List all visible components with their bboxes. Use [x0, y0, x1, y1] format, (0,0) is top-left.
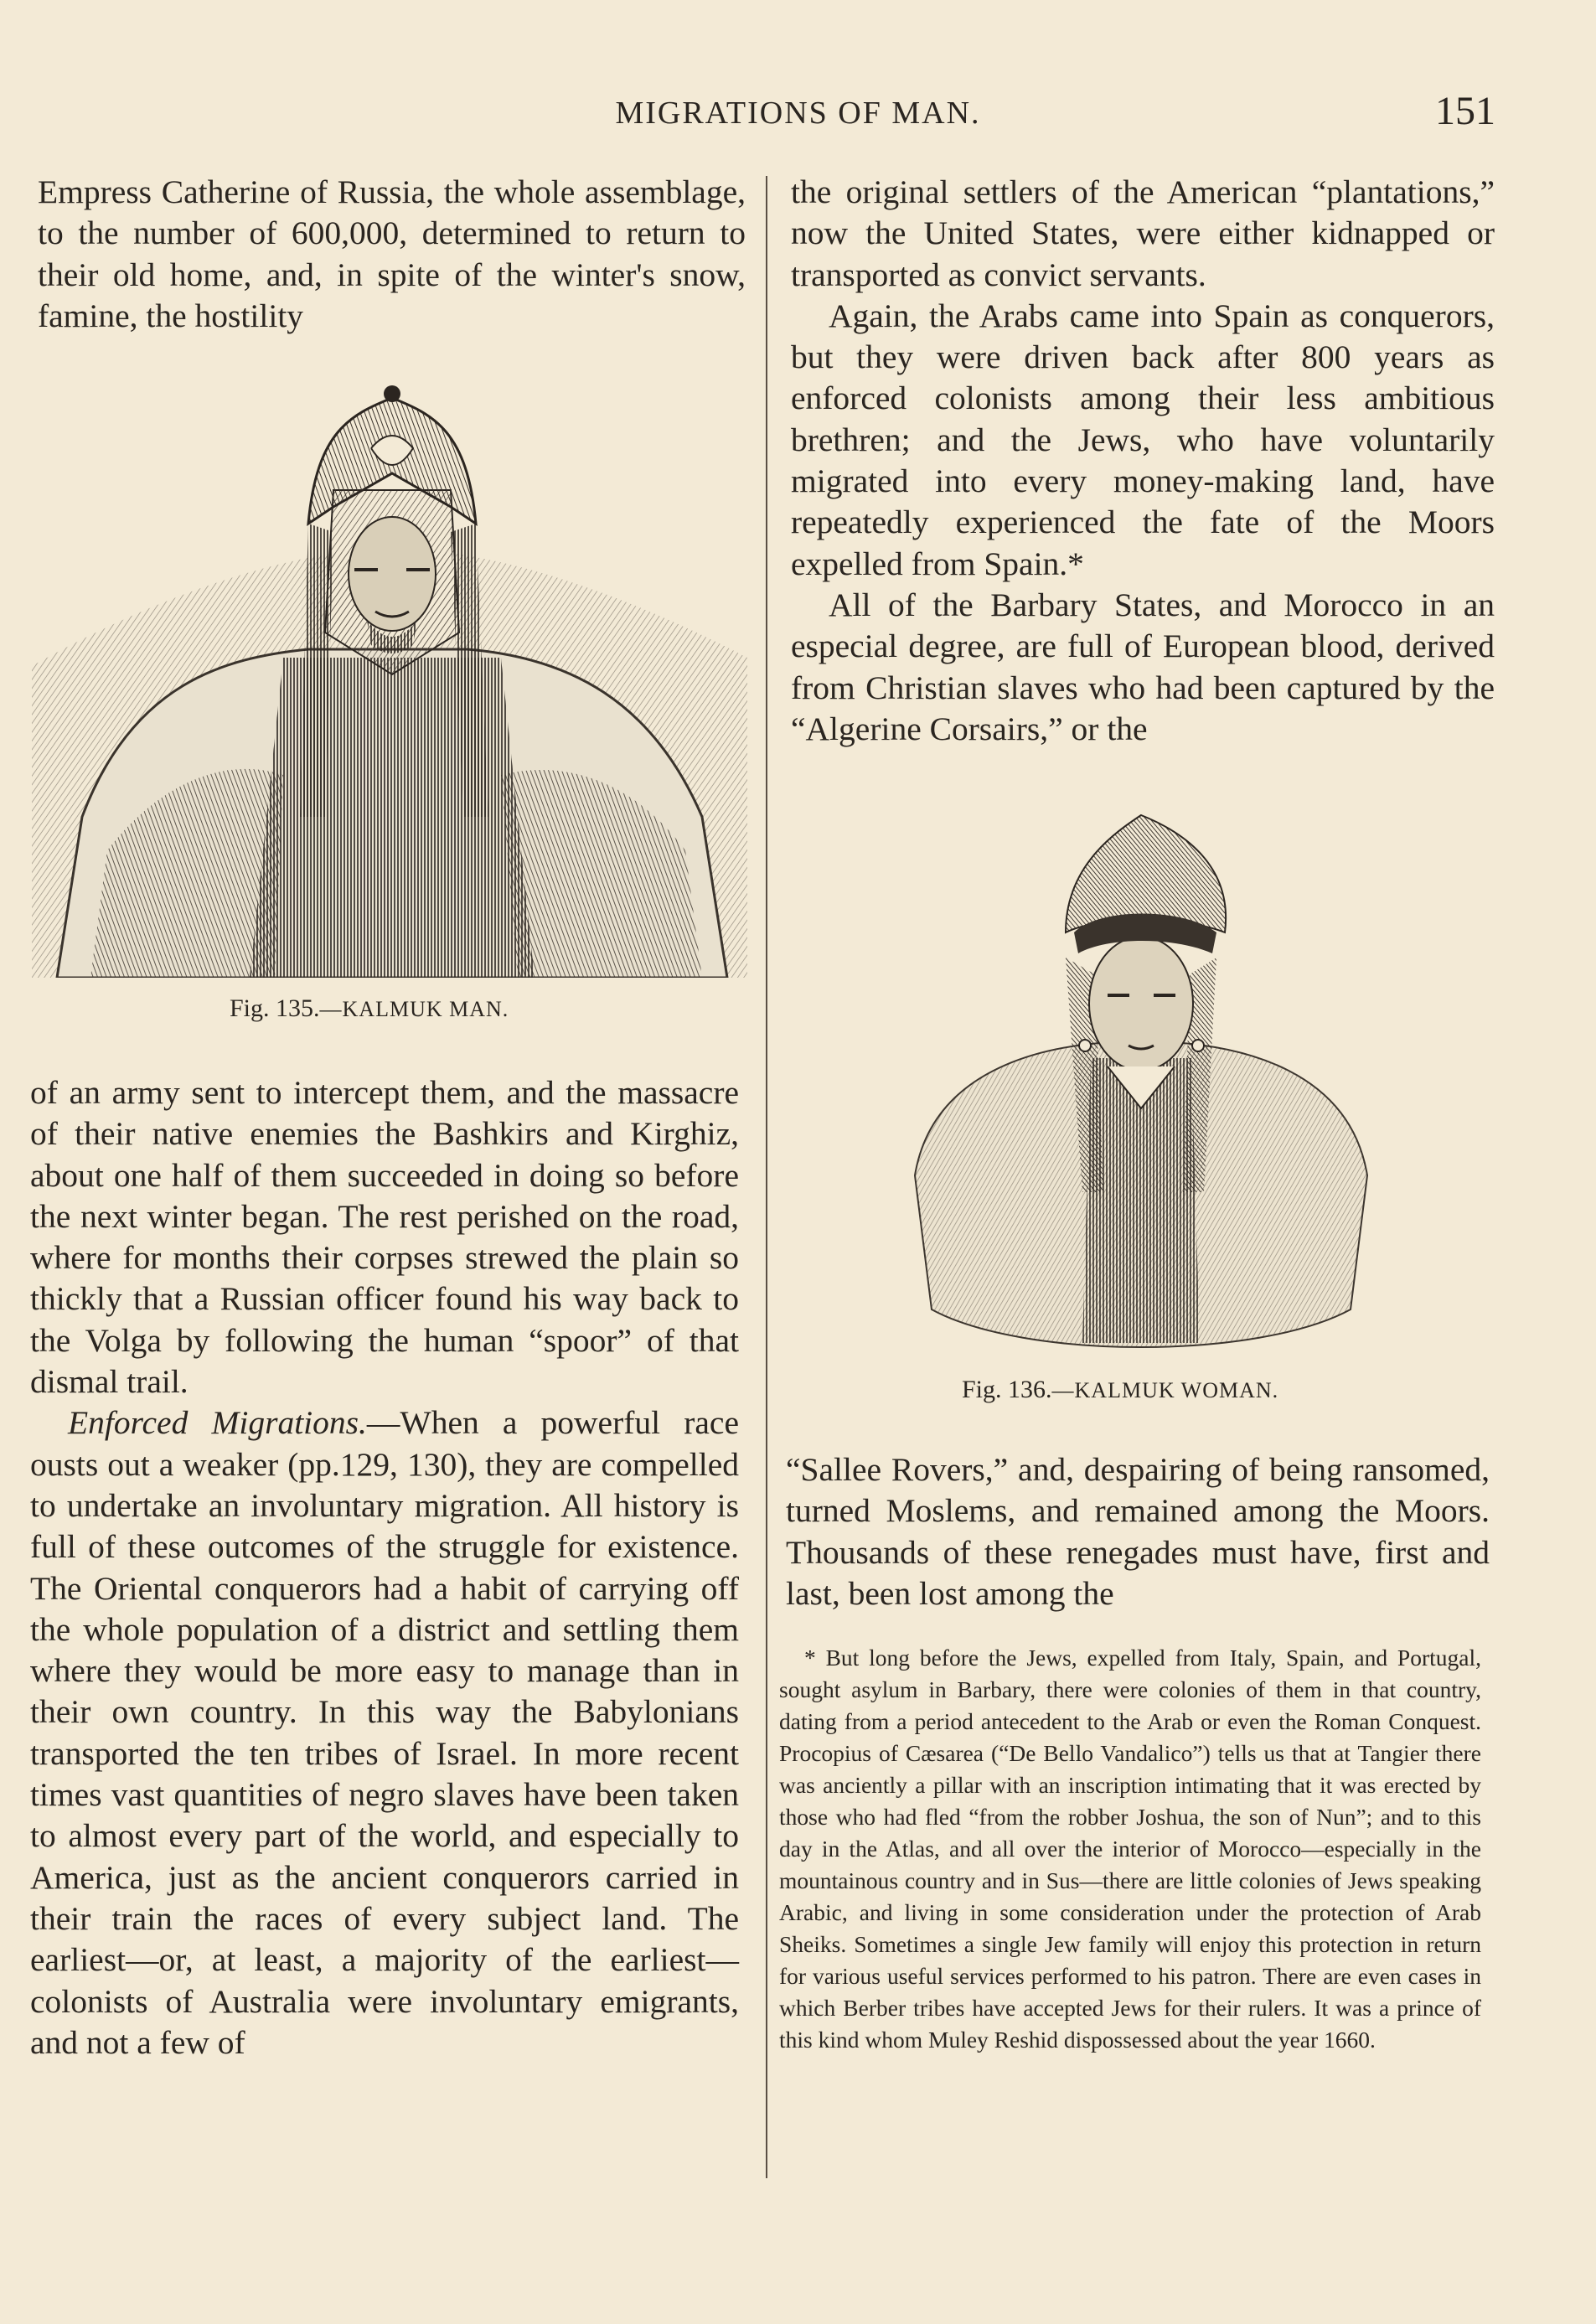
paragraph: Again, the Arabs came into Spain as conquerors, but they were driven back after 800 years as enforced colonists among their less ambitious brethren; and the Jews, who have voluntarily migrated into every money-making land, have repeatedly experienced the fate of the Moors expelled from Spain.*: [791, 297, 1495, 582]
figure-136-caption: [962, 1376, 1278, 1404]
kalmuk-woman-engraving: [881, 807, 1401, 1360]
figure-135-title: —KALMUK MAN.: [319, 997, 509, 1021]
column-divider: [766, 176, 767, 2178]
running-title: MIGRATIONS OF MAN.: [615, 96, 981, 131]
paragraph: All of the Barbary States, and Morocco in an especial degree, are full of European blood, derived from Christian slaves who had been captured by the “Algerine Corsairs,” or the: [791, 586, 1495, 747]
footnote: * But long before the Jews, expelled from Italy, Spain, and Portugal, sought asylum in Barbary, there were colonies of them in that country, dating from a period antecedent to the Arab or even the Roman Conquest. Procopius of Cæsarea (“De Bello Vandalico”) tells us that at Tangier there was anciently a pillar with an inscription intimating that it was erected by those who had fled “from the robber Joshua, the son of Nun”; and to this day in the Atlas, and all over the interior of Morocco—especially in the mountainous country and in Sus—there are little colonies of Jews speaking Arabic, and living in some consideration under the protection of Arab Sheiks. Sometimes a single Jew family will enjoy this protection in return for various useful services performed to his patron. There are even cases in which Berber tribes have accepted Jews for their rulers. It was a prince of this kind whom Muley Reshid dispossessed about the year 1660.: [779, 1645, 1481, 2053]
page-header: [0, 88, 1596, 138]
right-column-bottom: [786, 1449, 1490, 1614]
section-heading: Enforced Migrations.: [68, 1404, 367, 1442]
paragraph: of an army sent to intercept them, and the massacre of their native enemies the Bashkirs and Kirghiz, about one half of them succeeded in doing so before the next winter began. The rest perished on the road, where for months their corpses strewed the plain so thickly that a Russian officer found his way back to the Volga by following the human “spoor” of that dismal trail.: [30, 1074, 739, 1401]
paragraph: the original settlers of the American “plantations,” now the United States, were either kidnapped or transported as convict servants.: [791, 173, 1495, 293]
section-text: —When a powerful race ousts out a weaker (pp.129, 130), they are compelled to undertake an involuntary migration. All history is full of these outcomes of the struggle for existence. The Oriental conquerors had a habit of carrying off the whole population of a district and settling them where they would be more easy to manage than in their own country. In this way the Babylonians transported the ten tribes of Israel. In more recent times vast quantities of negro slaves have been taken to almost every part of the world, and especially to America, just as the ancient conquerors carried in their train the races of every subject land. The earliest—or, at least, a majority of the earliest—colonists of Australia were involuntary emigrants, and not a few of: [30, 1404, 739, 2061]
paragraph: Empress Catherine of Russia, the whole assemblage, to the number of 600,000, determined to return to their old home, and, in spite of the winter's snow, famine, the hostility: [38, 173, 746, 334]
figure-135-label: Fig. 135.: [230, 994, 320, 1022]
page-number: 151: [1435, 89, 1495, 133]
figure-136-label: Fig. 136.: [962, 1376, 1052, 1403]
figure-135-caption: [230, 994, 509, 1023]
paragraph: “Sallee Rovers,” and, despairing of being ransomed, turned Moslems, and remained among the Moors. Thousands of these renegades must have, first and last, been lost among the: [786, 1451, 1490, 1612]
figure-136-title: —KALMUK WOMAN.: [1051, 1378, 1279, 1402]
right-column-top: [791, 172, 1495, 750]
kalmuk-man-engraving: [32, 381, 747, 978]
left-column-bottom: [30, 1072, 739, 2063]
left-column-top: [38, 172, 746, 337]
paragraph: [30, 1402, 739, 2063]
